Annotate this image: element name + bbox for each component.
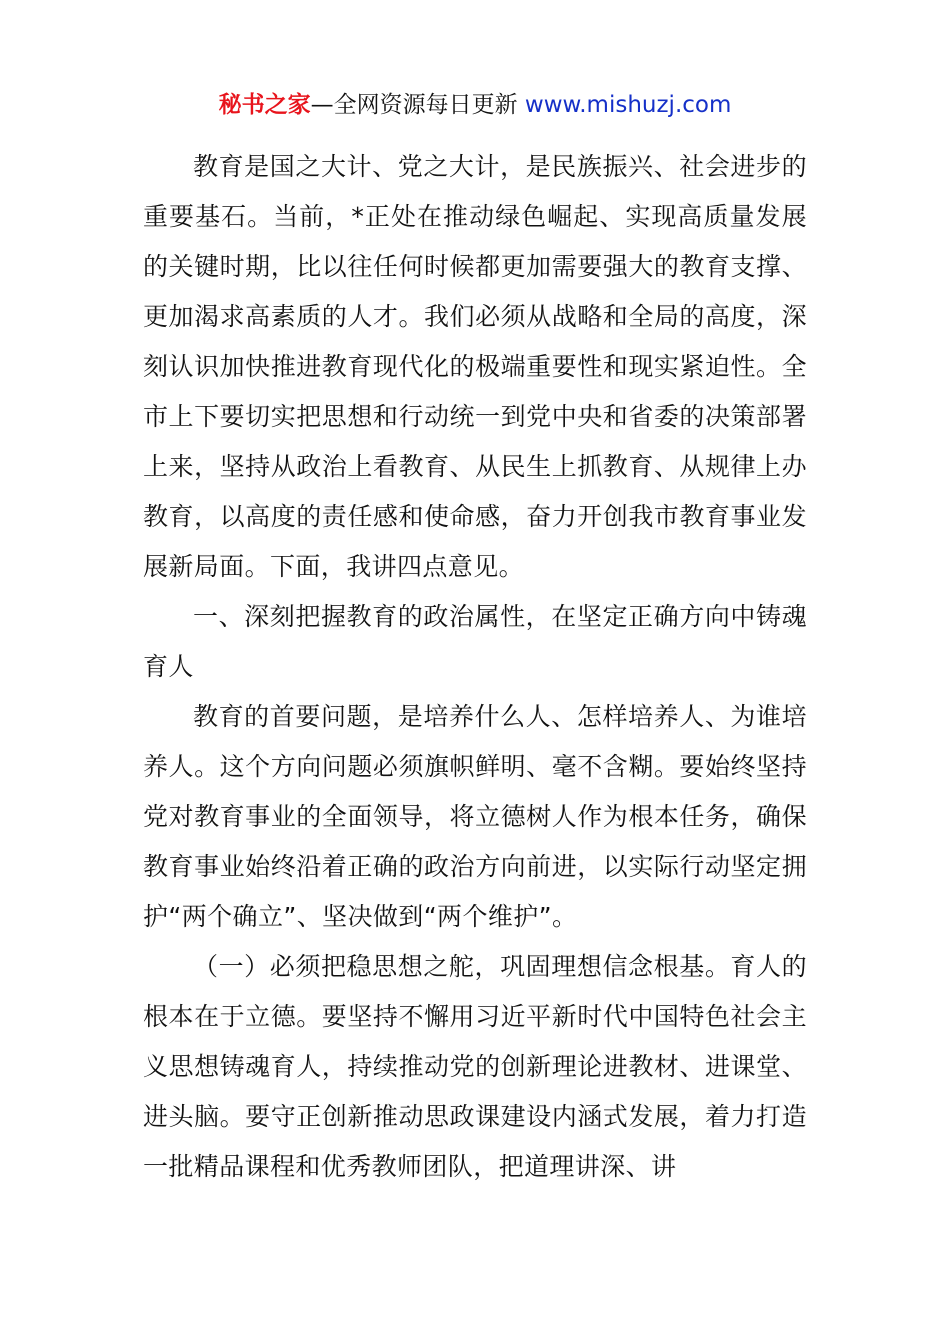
document-header: [0, 88, 950, 122]
site-url-link[interactable]: www.mishuzj.com: [524, 92, 732, 118]
paragraph-subsection-1: （一）必须把稳思想之舵，巩固理想信念根基。育人的根本在于立德。要坚持不懈用习近平新时代中国特色社会主义思想铸魂育人，持续推动党的创新理论进教材、进课堂、进头脑。要守正创新推动思政课建设内涵式发展，着力打造一批精品课程和优秀教师团队，把道理讲深、讲: [143, 952, 807, 1181]
header-tagline: —全网资源每日更新: [310, 92, 525, 118]
document-body: [143, 142, 807, 1192]
paragraph-section-1: 教育的首要问题，是培养什么人、怎样培养人、为谁培养人。这个方向问题必须旗帜鲜明、毫不含糊。要始终坚持党对教育事业的全面领导，将立德树人作为根本任务，确保教育事业始终沿着正确的政治方向前进，以实际行动坚定拥护“两个确立”、坚决做到“两个维护”。: [143, 702, 807, 931]
section-heading-1: 一、深刻把握教育的政治属性，在坚定正确方向中铸魂育人: [143, 602, 807, 681]
paragraph-intro: 教育是国之大计、党之大计，是民族振兴、社会进步的重要基石。当前，*正处在推动绿色崛起、实现高质量发展的关键时期，比以往任何时候都更加需要强大的教育支撑、更加渴求高素质的人才。我们必须从战略和全局的高度，深刻认识加快推进教育现代化的极端重要性和现实紧迫性。全市上下要切实把思想和行动统一到党中央和省委的决策部署上来，坚持从政治上看教育、从民生上抓教育、从规律上办教育，以高度的责任感和使命感，奋力开创我市教育事业发展新局面。下面，我讲四点意见。: [143, 152, 807, 581]
brand-name: 秘书之家: [218, 92, 311, 118]
